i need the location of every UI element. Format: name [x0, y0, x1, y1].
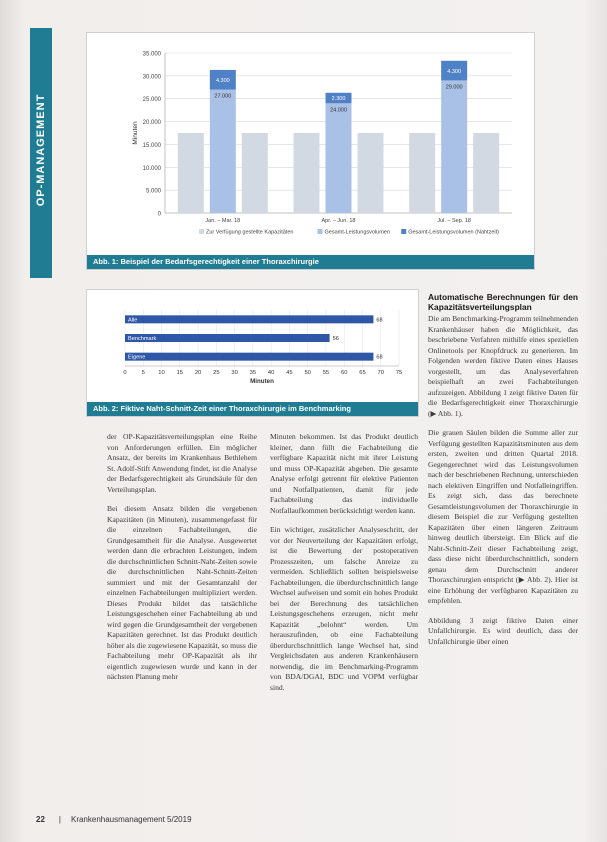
x-tick-label: 5: [141, 370, 145, 376]
bar-chart-benchmark: [87, 290, 418, 402]
y-tick-label: 35.000: [142, 51, 161, 58]
bar-category-label: Alle: [128, 317, 138, 324]
paragraph: Minuten bekommen. Ist das Produkt deutlich kleiner, dann füllt die Fachabteilung die verfügbare Kapazität nicht mit ihrer Leistung und muss OP-Kapazität abgeben. Die gesamte Analyse erfolgt getrennt für elektive Patienten und Notfallpatienten, damit für jede Fachabteilung das individuelle Notfallaufkommen berücksichtigt werden kann.: [270, 432, 418, 515]
y-tick-label: 30.000: [142, 74, 161, 81]
figure-1-caption: Abb. 1: Beispiel der Bedarfsgerechtigkeit einer Thoraxchirurgie: [87, 255, 534, 269]
legend-label: Gesamt-Leistungsvolumen: [324, 229, 390, 236]
x-tick-label: 25: [213, 370, 220, 376]
x-tick-label: 20: [194, 370, 202, 376]
bar-category-label: Eigene: [128, 354, 146, 361]
x-tick-label: 65: [359, 370, 366, 376]
y-tick-label: 0: [157, 211, 161, 218]
legend-swatch: [199, 229, 204, 234]
x-tick-label: 75: [395, 370, 403, 376]
data-label-night: 4.300: [447, 68, 462, 75]
x-tick-label: 70: [377, 370, 384, 376]
x-tick-label: 45: [286, 370, 293, 376]
bar-capacity: [473, 133, 499, 213]
y-tick-label: 5.000: [145, 188, 161, 195]
bar-capacity: [358, 133, 384, 213]
x-tick-label: 30: [231, 370, 238, 376]
paragraph: Bei diesem Ansatz bilden die vergebenen Kapazitäten (in Minuten), zusammengefasst für die einzelnen Fachabteilungen, die Grundgesamtheit für die Analyse. Ausgewertet werden dann die erbrachten Leistungen, indem die durchschnittlichen Schnitt-Naht-Zeiten sowie die durchschnittlichen Naht-Schnitt-Zeiten summiert und mit der Gesamtanzahl der einzelnen Fachabteilungen multipliziert werden. Dieses Produkt bildet das tatsächliche Leistungsgeschehen einer Fachabteilung ab und wird gegen die Grundgesamtheit der vergebenen Kapazitäten gerechnet. Ist das Produkt deutlich höher als die zugewiesene Kapazität, so muss die Fachabteilung mehr OP-Kapazität als ihr eigentlich zugewiesen wurde und kann in der nächsten Planung mehr: [107, 504, 257, 681]
bar-value-label: 68: [376, 317, 383, 324]
page-number: 22: [36, 815, 45, 824]
bar-total-volume: [210, 90, 236, 213]
y-tick-label: 15.000: [142, 142, 161, 149]
y-tick-label: 25.000: [142, 97, 161, 104]
footer-separator: |: [58, 815, 61, 824]
legend-swatch: [401, 229, 406, 234]
data-label-total: 27.000: [214, 93, 232, 100]
x-tick-label: 55: [322, 370, 330, 376]
data-label-total: 24.000: [330, 107, 347, 114]
x-tick-label: 10: [158, 370, 165, 376]
journal-name: Krankenhausmanagement 5/2019: [70, 815, 192, 824]
paragraph: Die grauen Säulen bilden die Summe aller zur Verfügung gestellten Kapazitätsminuten aus dem ersten, zweiten und dritten Quartal 2018. Gegengerechnet wird das Leistungsvolumen nach der beschriebenen Rechnung, unterschieden nach elektiven Eingriffen und Notfalleingriffen. Es zeigt sich, dass das berechnete Gesamtleistungsvolumen der Thoraxchirurgie in diesem Beispiel die zur Verfügung gestellten Kapazitäten über einen längeren Zeitraum hinweg deutlich übersteigt. Ein Blick auf die Naht-Schnitt-Zeit dieser Fachabteilung zeigt, dass diese nicht überdurchschnittlich, sondern genau dem Durchschnitt anderer Thoraxchirurgien entspricht (▶ Abb. 2). Hier ist eine Erhöhung der verfügbaren Kapazitäten zu empfehlen.: [428, 428, 578, 605]
bar-capacity: [409, 133, 435, 213]
x-tick-label: 15: [176, 370, 184, 376]
data-label-total: 29.000: [445, 84, 463, 91]
x-tick-label: Apr. – Jun. 18: [321, 218, 356, 224]
legend-label: Zur Verfügung gestellte Kapazitäten: [206, 229, 294, 236]
y-tick-label: 10.000: [142, 165, 161, 172]
x-tick-label: 35: [249, 370, 257, 376]
figure-2-caption: Abb. 2: Fiktive Naht-Schnitt-Zeit einer Thoraxchirurgie im Benchmarking: [87, 402, 418, 416]
legend-swatch: [318, 229, 323, 234]
page-footer: [36, 815, 192, 824]
x-tick-label: Jan. – Mar. 18: [205, 218, 241, 224]
text-column-1: [107, 432, 257, 692]
paragraph: Ein wichtiger, zusätzlicher Analyseschritt, der vor der Neuverteilung der Kapazitäten erfolgt, ist die Bewertung der postoperativen Prozesszeiten, um falsche Anreize zu vermeiden. Schließlich sollten beispielsweise Fachabteilungen, die überdurchschnittlich lange Wechsel aufweisen und somit ein hohes Produkt bei der Berechnung des tatsächlichen Leistungsgeschehens erzeugen, nicht mehr Kapazität „belohnt“ werden. Um herauszufinden, ob eine Fachabteilung überdurchschnittlich lange Wechsel hat, sind Vergleichsdaten aus anderen Krankenhäusern notwendig, die im Benchmarking-Programm von BDA/DGAI, BDC und VOPM verfügbar sind.: [270, 525, 418, 692]
section-label: OP-MANAGEMENT: [35, 93, 47, 207]
bar-chart-capacity: [87, 33, 534, 255]
bar-capacity: [242, 133, 268, 213]
bar-value-label: 56: [332, 336, 339, 342]
bar-value-label: 68: [376, 354, 383, 361]
bar-capacity: [178, 133, 204, 213]
bar-capacity: [294, 133, 320, 213]
paragraph: der OP-Kapazitätsverteilungsplan eine Reihe von Anforderungen erfüllen. Ein möglicher Ansatz, der bereits im Krankenhaus Bethlehem St. Adolf-Stift Anwendung findet, ist die Analyse der Bedarfsgerechtigkeit als Grundsäule für den Verteilungsplan.: [107, 432, 257, 494]
paragraph: Abbildung 3 zeigt fiktive Daten einer Unfallchirurgie. Es wird deutlich, dass der Unfallchirurgie über einen: [428, 615, 578, 646]
legend-label: Gesamt-Leistungsvolumen (Nahtzeit): [408, 229, 499, 236]
figure-1: [86, 32, 535, 270]
paragraph: Die am Benchmarking-Programm teilnehmenden Krankenhäuser haben die Möglichkeit, das beschriebene Verfahren mithilfe eines speziellen Onlinetools per Knopfdruck zu generieren. Im Folgenden werden fiktive Daten eines Hauses vorgestellt, um das Analyseverfahren beispielhaft an zwei Fachabteilungen aufzuzeigen. Abbildung 1 zeigt fiktive Daten für die Bedarfsgerechtigkeit einer Thoraxchirurgie (▶ Abb. 1).: [428, 314, 578, 418]
x-tick-label: 40: [267, 370, 275, 376]
bar-total-volume: [441, 80, 467, 213]
text-column-3: [428, 292, 578, 656]
bar-total-volume: [326, 103, 352, 213]
x-tick-label: 60: [340, 370, 348, 376]
x-tick-label: 0: [123, 370, 127, 376]
x-tick-label: Jul. – Sep. 18: [437, 218, 471, 224]
bar: [125, 315, 373, 323]
y-tick-label: 20.000: [142, 120, 161, 127]
figure-2: [86, 289, 419, 417]
x-axis-label: Minuten: [250, 378, 274, 385]
text-column-2: [270, 432, 418, 702]
data-label-night: 2.300: [331, 96, 346, 103]
y-axis-label: Minuten: [132, 121, 139, 145]
section-heading: Automatische Berechnungen für den Kapazitätsverteilungsplan: [428, 292, 578, 312]
bar-category-label: Benchmark: [128, 336, 157, 342]
bar: [125, 353, 373, 361]
x-tick-label: 50: [304, 370, 311, 376]
data-label-night: 4.300: [215, 77, 230, 84]
